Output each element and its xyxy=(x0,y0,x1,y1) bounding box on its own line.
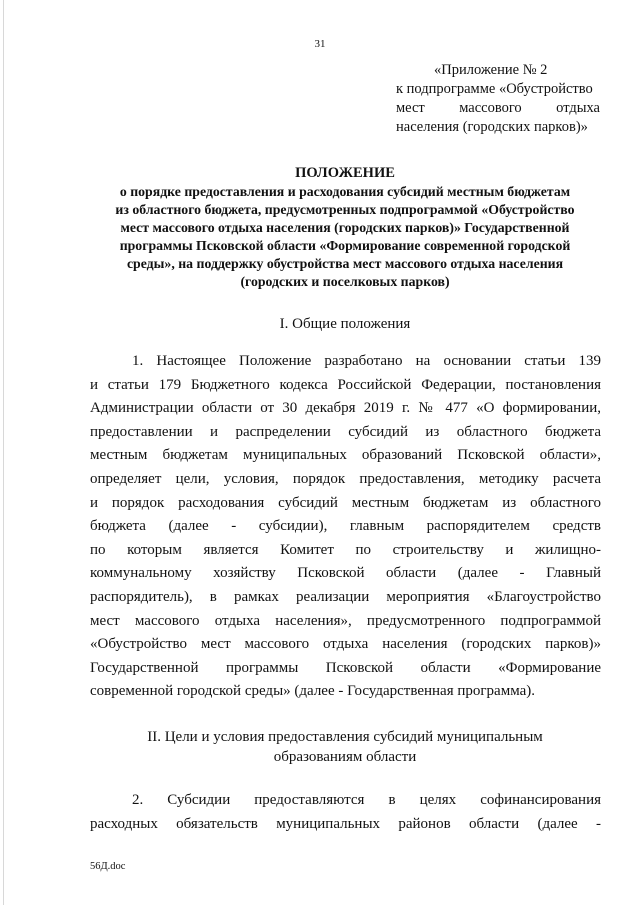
title-line: из областного бюджета, предусмотренных подпрограммой «Обустройство xyxy=(115,202,575,217)
document-title xyxy=(90,164,600,291)
title-line: среды», на поддержку обустройства мест массового отдыха населения xyxy=(126,256,564,271)
appendix-line: населения (городских парков)» xyxy=(396,119,588,135)
appendix-reference xyxy=(396,61,600,137)
appendix-word: мест xyxy=(396,100,425,116)
paragraph-line: 1. Настоящее Положение разработано на основании статьи 139 xyxy=(132,353,601,369)
title-line: программы Псковской области «Формирование современной городской xyxy=(119,238,571,253)
title-line: (городских и поселковых парков) xyxy=(240,274,450,289)
title-line: о порядке предоставления и расходования субсидий местным бюджетам xyxy=(119,184,571,199)
title-line: мест массового отдыха населения (городских парков)» Государственной xyxy=(120,220,570,235)
appendix-word: отдыха xyxy=(556,100,600,116)
paragraph-line: и порядок расходования субсидий местным бюджетам из областного xyxy=(90,494,601,511)
paragraph-line: местным бюджетам муниципальных образований Псковской области», xyxy=(90,447,601,464)
paragraph-line: бюджета (далее - субсидии), главным распорядителем средств xyxy=(90,518,601,535)
paragraph-line: по которым является Комитет по строительству и жилищно- xyxy=(90,541,601,558)
section-1-paragraph xyxy=(90,350,601,704)
section-2-heading xyxy=(90,727,600,767)
paragraph-line: мест массового отдыха населения», предусмотренного подпрограммой xyxy=(90,612,601,629)
appendix-line: к подпрограмме «Обустройство xyxy=(396,81,593,97)
appendix-line-justified xyxy=(396,99,600,118)
section-2-heading-line: II. Цели и условия предоставления субсидий муниципальным xyxy=(147,729,543,745)
file-name-footer: 56Д.doc xyxy=(90,861,126,872)
paragraph-line: Администрации области от 30 декабря 2019 г. № 477 «О формировании, xyxy=(90,400,601,417)
appendix-word: массового xyxy=(459,100,522,116)
paragraph-line: определяет цели, условия, порядок предоставления, методику расчета xyxy=(90,470,601,487)
paragraph-line: распорядитель), в рамках реализации мероприятия «Благоустройство xyxy=(90,588,601,605)
paragraph-line: коммунальному хозяйству Псковской области (далее - Главный xyxy=(90,565,601,582)
paragraph-line-last: современной городской среды» (далее - Государственная программа). xyxy=(90,683,535,700)
section-1-heading: I. Общие положения xyxy=(279,316,411,332)
page-number: 31 xyxy=(314,38,326,50)
title-heading: ПОЛОЖЕНИЕ xyxy=(295,165,395,181)
section-2-paragraph xyxy=(90,789,601,836)
paragraph-line: расходных обязательств муниципальных районов области (далее - xyxy=(90,815,601,832)
paragraph-line: «Обустройство мест массового отдыха населения (городских парков)» xyxy=(90,636,601,653)
section-2-heading-line: образованиям области xyxy=(273,749,417,765)
appendix-line: «Приложение № 2 xyxy=(434,62,548,78)
paragraph-line: предоставлении и распределении субсидий из областного бюджета xyxy=(90,423,601,440)
paragraph-line: и статьи 179 Бюджетного кодекса Российской Федерации, постановления xyxy=(90,376,601,393)
scan-edge-line xyxy=(3,0,4,905)
paragraph-line: 2. Субсидии предоставляются в целях софинансирования xyxy=(132,792,601,808)
paragraph-line: Государственной программы Псковской области «Формирование xyxy=(90,659,601,676)
